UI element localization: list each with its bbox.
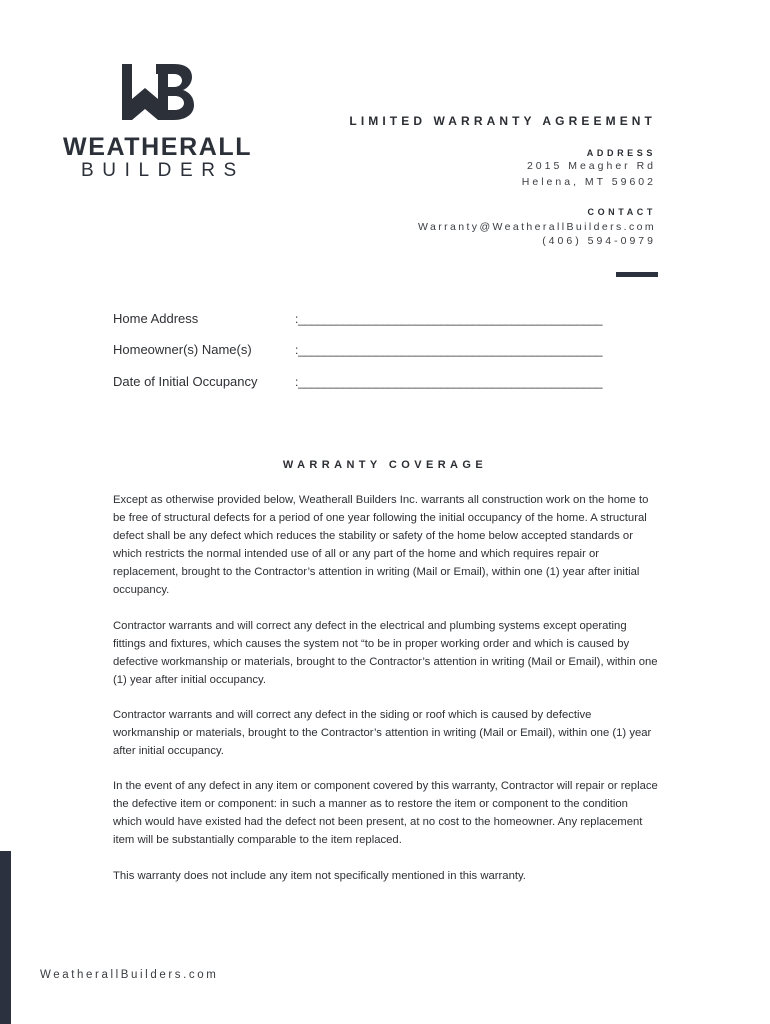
footer-website[interactable]: WeatherallBuilders.com [40, 969, 219, 981]
address-line-1: 2015 Meagher Rd [526, 160, 656, 172]
address-label: ADDRESS [586, 148, 656, 158]
homeowner-name-field[interactable]: :_______________________________________________ [295, 343, 603, 357]
coverage-paragraph: Except as otherwise provided below, Weatherall Builders Inc. warrants all construction work on the home to be free of structural defects for a period of one year following the initial occupancy of the home. A structural defect shall be any defect which reduces the stability or safety of the home below accepted standards or which restricts the normal intended use of all or any part of the home and which requires repair or replacement, brought to the Contractor’s attention in writing (Mail or Email), within one (1) year after initial occupancy. [113, 494, 649, 596]
homeowner-name-label: Homeowner(s) Name(s) [113, 342, 252, 357]
contact-label: CONTACT [587, 207, 656, 217]
section-title: WARRANTY COVERAGE [282, 459, 488, 471]
brand-name: WEATHERALL [63, 133, 253, 161]
address-line-2: Helena, MT 59602 [521, 176, 656, 188]
home-address-label: Home Address [113, 311, 199, 326]
contact-phone[interactable]: (406) 594-0979 [542, 235, 656, 247]
coverage-paragraph: This warranty does not include any item not specifically mentioned in this warranty. [113, 870, 526, 882]
coverage-paragraph: Contractor warrants and will correct any defect in the siding or roof which is caused by defective workmanship or materials, brought to the Contractor’s attention in writing (Mail or Email), within one (1) year after initial occupancy. [113, 709, 652, 757]
occupancy-date-field[interactable]: :_______________________________________________ [295, 375, 603, 389]
wb-monogram-icon [118, 62, 194, 122]
coverage-paragraph: In the event of any defect in any item or component covered by this warranty, Contractor will repair or replace the defective item or component: in such a manner as to restore the item or component to the condition which would have existed had the defect not been present, at no cost to the homeowner. Any replacement item will be substantially comparable to the item replaced. [113, 780, 658, 846]
accent-bar [616, 272, 658, 277]
side-accent-bar [0, 851, 11, 1024]
document-title: LIMITED WARRANTY AGREEMENT [349, 114, 656, 128]
coverage-paragraph: Contractor warrants and will correct any defect in the electrical and plumbing systems except operating fittings and fixtures, which causes the system not “to be in proper working order and which is caused by defective workmanship or materials, brought to the Contractor’s attention in writing (Mail or Email), within one (1) year after initial occupancy. [113, 620, 658, 686]
home-address-field[interactable]: :_______________________________________________ [295, 312, 603, 326]
brand-subtitle: BUILDERS [81, 160, 245, 181]
occupancy-date-label: Date of Initial Occupancy [113, 374, 258, 389]
contact-email[interactable]: Warranty@WeatherallBuilders.com [418, 221, 656, 233]
